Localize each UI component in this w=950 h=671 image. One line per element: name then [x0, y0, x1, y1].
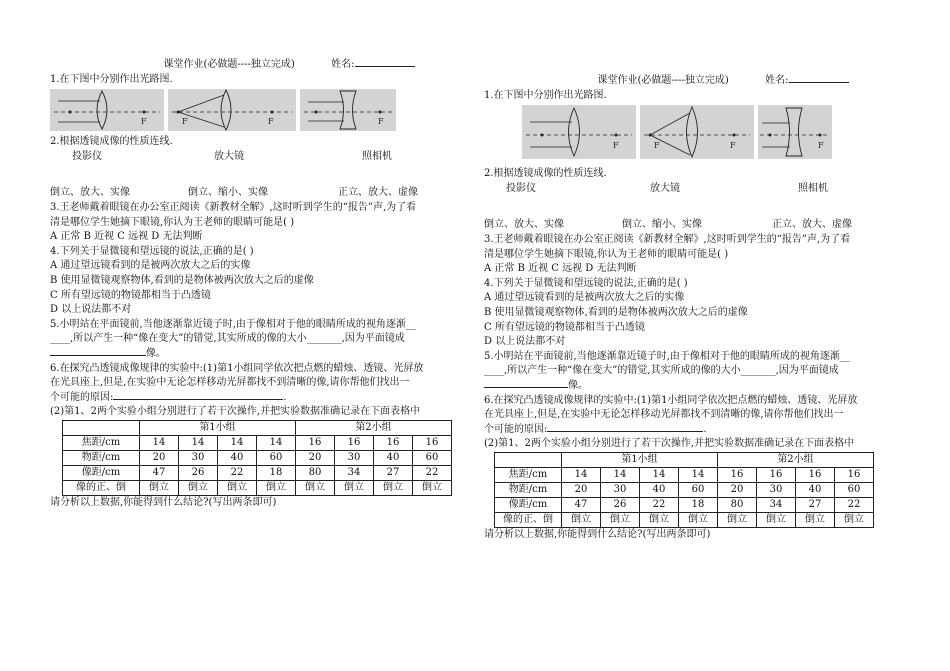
table-cell: 14: [179, 435, 218, 450]
name-label: 姓名:: [331, 59, 355, 70]
q3-line2: 清是哪位学生她摘下眼镜,你认为王老师的眼睛可能是( ): [484, 248, 729, 260]
table-cell: 27: [796, 497, 835, 512]
table-cell: 倒立: [757, 512, 796, 527]
q4-option-d: D 以上说法都不对: [50, 304, 132, 316]
image-type-1: 倒立、放大、实像: [484, 219, 564, 231]
row-label: 物距/cm: [63, 450, 140, 465]
table-cell: 14: [601, 467, 640, 482]
table-header-row: [495, 452, 874, 467]
q4-option-d: D 以上说法都不对: [484, 336, 566, 348]
table-cell: 26: [601, 497, 640, 512]
table-group1-header: 第1小组: [562, 452, 718, 467]
device-magnifier: 放大镜: [214, 150, 244, 162]
table-cell: 20: [718, 482, 757, 497]
table-cell: 40: [218, 450, 257, 465]
table-cell: 16: [835, 467, 874, 482]
table-cell: 18: [257, 465, 296, 480]
focus-label: F: [182, 117, 188, 127]
table-cell: 14: [140, 435, 179, 450]
convex-lens-figure: [522, 105, 636, 159]
table-cell: 倒立: [296, 480, 335, 495]
q6-line4: (2)第1、2两个实验小组分别进行了若干次操作,并把实验数据准确记录在下面表格中: [50, 406, 421, 418]
q6-line2: 在光具座上,但是,在实验中无论怎样移动光屏都找不到清晰的像,请你帮他们找出一: [50, 377, 410, 389]
focus-label: F: [730, 141, 736, 151]
q6-footer: 请分析以上数据,你能得到什么结论?(写出两条即可): [484, 528, 711, 540]
q5-line2: ____,所以产生一种“像在变大”的错觉,其实所成的像的大小_______,因为平面镜成: [484, 365, 839, 377]
q4-option-a: A 通过望远镜看到的是被两次放大之后的实像: [50, 260, 251, 272]
worksheet-title: 课堂作业(必做题----独立完成): [597, 75, 729, 86]
table-row: [495, 512, 874, 527]
table-cell: 倒立: [140, 480, 179, 495]
image-type-2: 倒立、缩小、实像: [622, 219, 702, 231]
table-group2-header: 第2小组: [718, 452, 874, 467]
q1-text: 1.在下图中分别作出光路图.: [484, 89, 607, 101]
image-type-1: 倒立、放大、实像: [50, 187, 130, 199]
concave-lens-diagram: [300, 89, 396, 131]
table-row: [495, 467, 874, 482]
q6-reason-blank[interactable]: [113, 399, 283, 400]
q5-blank[interactable]: [50, 355, 146, 356]
q2-images: [484, 218, 902, 233]
q5-line1: 5.小明站在平面镜前,当他逐渐靠近镜子时,由于像相对于他的眼睛所成的视角逐渐__: [484, 350, 850, 362]
q2-devices: [484, 182, 902, 197]
table-row: [63, 480, 452, 495]
concave-lens-figure: [758, 105, 832, 159]
q6-line3-row: 个可能的原因: .: [484, 423, 707, 435]
worksheet-header: [484, 74, 902, 89]
table-cell: 30: [335, 450, 374, 465]
table-cell: 倒立: [679, 512, 718, 527]
table-row: [63, 465, 452, 480]
table-row: [63, 450, 452, 465]
device-camera: 照相机: [362, 150, 392, 162]
q4-option-b: B 使用显微镜观察物体,看到的是物体被两次放大之后的虚像: [484, 306, 748, 318]
table-cell: 20: [562, 482, 601, 497]
table-cell: 倒立: [374, 480, 413, 495]
table-cell: 47: [140, 465, 179, 480]
table-cell: 14: [218, 435, 257, 450]
q5-line3: 像。: [146, 347, 166, 359]
q3-options: A 正常 B 近视 C 远视 D 无法判断: [50, 231, 203, 243]
q3-line1: 3.王老师戴着眼镜在办公室正阅读《新教材全解》,这时听到学生的“报告”声,为了看: [484, 233, 851, 245]
table-cell: 倒立: [218, 480, 257, 495]
table-cell: 34: [335, 465, 374, 480]
focus-label: F: [141, 117, 147, 127]
table-cell: 倒立: [257, 480, 296, 495]
table-cell: 27: [374, 465, 413, 480]
q5-line3: 像。: [568, 379, 588, 391]
table-cell: 14: [562, 467, 601, 482]
q5-line2: ____,所以产生一种“像在变大”的错觉,其实所成的像的大小_______,因为平面镜成: [50, 333, 405, 345]
table-cell: 22: [640, 497, 679, 512]
row-label: 像距/cm: [495, 497, 562, 512]
q6-line3-row: 个可能的原因: .: [50, 391, 287, 403]
convex-lens-figure-2: [168, 89, 296, 131]
table-row: [63, 435, 452, 450]
lens-figures: [522, 105, 902, 159]
convex-lens-figure: [50, 89, 164, 131]
q6-line1: 6.在探究凸透镜成像规律的实验中:(1)第1小组同学依次把点燃的蜡烛、透镜、光屏放: [50, 362, 424, 374]
table-cell: 倒立: [640, 512, 679, 527]
image-type-3: 正立、放大、虚像: [772, 219, 852, 231]
worksheet-right: [484, 74, 902, 542]
q6-line4: (2)第1、2两个实验小组分别进行了若干次操作,并把实验数据准确记录在下面表格中: [484, 438, 855, 450]
table-row: [495, 497, 874, 512]
row-label: 像距/cm: [63, 465, 140, 480]
table-group1-header: 第1小组: [140, 420, 296, 435]
table-cell: 14: [679, 467, 718, 482]
table-cell: 47: [562, 497, 601, 512]
table-cell: 倒立: [562, 512, 601, 527]
convex-lens-figure-2: [640, 105, 754, 159]
table-cell: 16: [796, 467, 835, 482]
device-projector: 投影仪: [506, 182, 536, 194]
data-table: [62, 420, 452, 496]
worksheet-title: 课堂作业(必做题----独立完成): [163, 59, 295, 70]
table-cell: 60: [257, 450, 296, 465]
q5-blank[interactable]: [484, 387, 568, 388]
device-camera: 照相机: [798, 182, 828, 194]
q5-line1: 5.小明站在平面镜前,当他逐渐靠近镜子时,由于像相对于他的眼睛所成的视角逐渐__: [50, 318, 416, 330]
device-magnifier: 放大镜: [650, 182, 680, 194]
q2-devices: [50, 150, 468, 165]
concave-lens-figure: [300, 89, 396, 131]
q4-option-a: A 通过望远镜看到的是被两次放大之后的实像: [484, 292, 685, 304]
q2-text: 2.根据透镜成像的性质连线.: [50, 136, 173, 148]
q4-stem: 4.下列关于显微镜和望远镜的说法,正确的是( ): [50, 245, 254, 257]
table-cell: 22: [413, 465, 452, 480]
q5-line3-row: [484, 379, 902, 394]
q4-option-c: C 所有望远镜的物镜都相当于凸透镜: [50, 289, 211, 301]
table-cell: 16: [413, 435, 452, 450]
table-cell: 40: [796, 482, 835, 497]
q3-line2: 清是哪位学生她摘下眼镜,你认为王老师的眼睛可能是( ): [50, 216, 295, 228]
table-cell: 16: [374, 435, 413, 450]
table-cell: 80: [718, 497, 757, 512]
table-cell: 60: [679, 482, 718, 497]
q1-text: 1.在下图中分别作出光路图.: [50, 73, 173, 85]
q2-text: 2.根据透镜成像的性质连线.: [484, 168, 607, 180]
q2-images: [50, 186, 468, 201]
convex-lens-diagram: [50, 89, 164, 131]
table-cell: 80: [296, 465, 335, 480]
table-cell: 60: [413, 450, 452, 465]
table-cell: 倒立: [413, 480, 452, 495]
table-cell: 22: [835, 497, 874, 512]
data-table: [494, 452, 874, 528]
table-row: [495, 482, 874, 497]
focus-label: F: [654, 141, 660, 151]
table-group2-header: 第2小组: [296, 420, 452, 435]
q6-footer: 请分析以上数据,你能得到什么结论?(写出两条即可): [50, 496, 277, 508]
q6-line3: 个可能的原因:: [50, 391, 114, 403]
name-blank[interactable]: [355, 66, 415, 67]
table-cell: 16: [335, 435, 374, 450]
device-projector: 投影仪: [72, 150, 102, 162]
focus-label: F: [378, 117, 384, 127]
concave-lens-diagram: [758, 105, 832, 159]
row-label: 像的正、倒: [495, 512, 562, 527]
table-cell: 26: [179, 465, 218, 480]
q6-reason-blank[interactable]: [547, 431, 703, 432]
focus-label: F: [818, 141, 824, 151]
row-label: 像的正、倒: [63, 480, 140, 495]
convex-lens-diagram: [522, 105, 636, 159]
image-type-2: 倒立、缩小、实像: [188, 187, 268, 199]
table-cell: 倒立: [718, 512, 757, 527]
table-cell: 倒立: [835, 512, 874, 527]
q3-options: A 正常 B 近视 C 远视 D 无法判断: [484, 263, 637, 275]
table-header-row: [63, 420, 452, 435]
table-corner: [63, 420, 140, 435]
q6-line3: 个可能的原因:: [484, 423, 548, 435]
table-cell: 倒立: [335, 480, 374, 495]
image-type-3: 正立、放大、虚像: [338, 187, 418, 199]
table-cell: 倒立: [796, 512, 835, 527]
lens-figures: [50, 89, 468, 131]
row-label: 物距/cm: [495, 482, 562, 497]
table-cell: 18: [679, 497, 718, 512]
table-cell: 16: [757, 467, 796, 482]
q5-line3-row: [50, 347, 468, 362]
table-cell: 34: [757, 497, 796, 512]
table-cell: 16: [296, 435, 335, 450]
row-label: 焦距/cm: [495, 467, 562, 482]
name-blank[interactable]: [789, 82, 849, 83]
name-label: 姓名:: [765, 75, 789, 86]
convex-lens-diagram-2: [640, 105, 754, 159]
table-cell: 20: [296, 450, 335, 465]
worksheet-header: [50, 58, 468, 73]
table-cell: 22: [218, 465, 257, 480]
table-cell: 60: [835, 482, 874, 497]
convex-lens-diagram-2: [168, 89, 296, 131]
row-label: 焦距/cm: [63, 435, 140, 450]
q4-option-c: C 所有望远镜的物镜都相当于凸透镜: [484, 321, 645, 333]
table-cell: 30: [179, 450, 218, 465]
q4-stem: 4.下列关于显微镜和望远镜的说法,正确的是( ): [484, 277, 688, 289]
table-cell: 20: [140, 450, 179, 465]
focus-label: F: [613, 141, 619, 151]
table-cell: 倒立: [179, 480, 218, 495]
q6-line1: 6.在探究凸透镜成像规律的实验中:(1)第1小组同学依次把点燃的蜡烛、透镜、光屏放: [484, 394, 858, 406]
q4-option-b: B 使用显微镜观察物体,看到的是物体被两次放大之后的虚像: [50, 274, 314, 286]
q6-line2: 在光具座上,但是,在实验中无论怎样移动光屏都找不到清晰的像,请你帮他们找出一: [484, 409, 844, 421]
table-cell: 14: [257, 435, 296, 450]
table-cell: 倒立: [601, 512, 640, 527]
table-cell: 40: [374, 450, 413, 465]
table-cell: 30: [601, 482, 640, 497]
table-cell: 30: [757, 482, 796, 497]
focus-label: F: [268, 117, 274, 127]
table-cell: 40: [640, 482, 679, 497]
worksheet-left: [50, 58, 468, 510]
q3-line1: 3.王老师戴着眼镜在办公室正阅读《新教材全解》,这时听到学生的“报告”声,为了看: [50, 201, 417, 213]
table-cell: 14: [640, 467, 679, 482]
table-cell: 16: [718, 467, 757, 482]
table-corner: [495, 452, 562, 467]
